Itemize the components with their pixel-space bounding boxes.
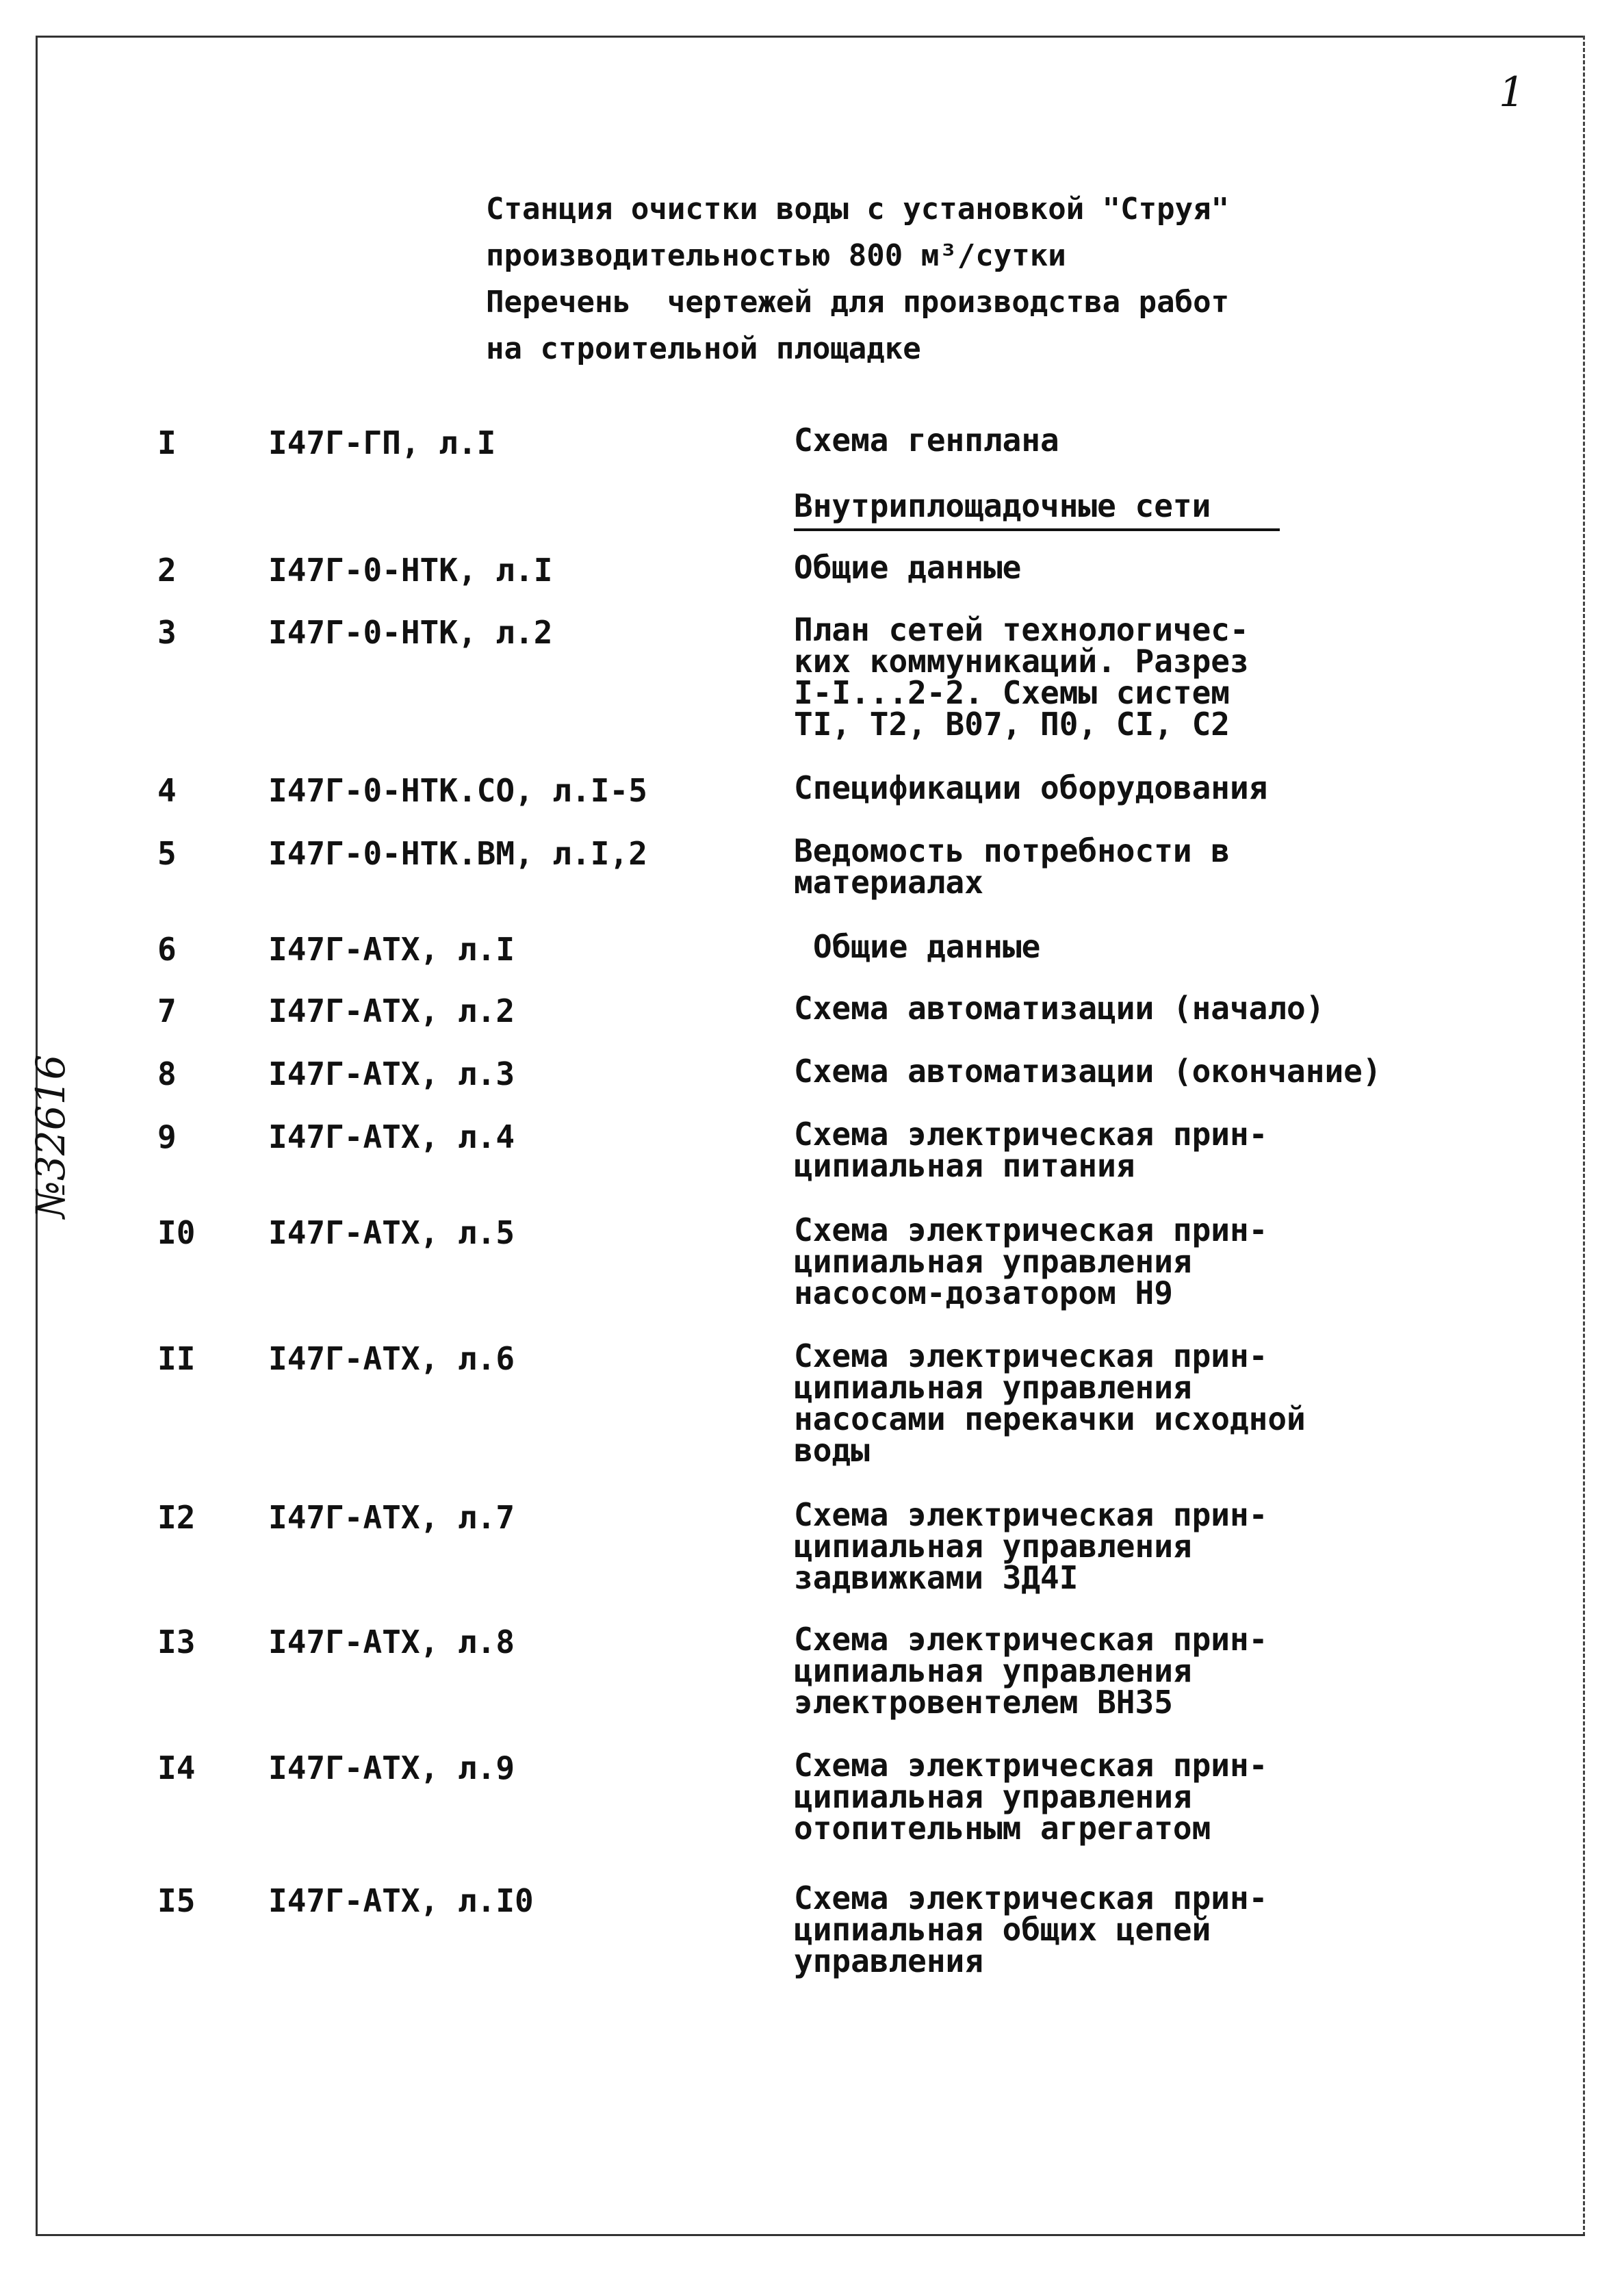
drawing-description: Схема электрическая прин- ципиальная управления насосом-дозатором Н9 xyxy=(794,1211,1268,1311)
row-number: I xyxy=(157,424,177,461)
row-number: 7 xyxy=(157,992,177,1029)
drawing-code: I47Г-АТХ, л.8 xyxy=(268,1624,515,1660)
title-line-3: Перечень чертежей для производства работ xyxy=(486,285,1230,320)
drawing-description: План сетей технологичес- ких коммуникаций. Разрез I-I...2-2. Схемы систем TI, T2, В07, П0, CI, C2 xyxy=(794,611,1249,743)
drawing-code: I47Г-АТХ, л.5 xyxy=(268,1214,515,1251)
drawing-description: Схема электрическая прин- ципиальная управления насосами перекачки исходной воды xyxy=(794,1337,1306,1469)
drawing-code: I47Г-АТХ, л.7 xyxy=(268,1499,515,1536)
page-number: 1 xyxy=(1499,68,1525,116)
archive-number-stamp: №32616 xyxy=(27,1054,74,1218)
row-number: II xyxy=(157,1340,196,1377)
drawing-description: Схема электрическая прин- ципиальная управления электровентелем ВН35 xyxy=(794,1621,1268,1721)
drawing-code: I47Г-АТХ, л.I xyxy=(268,931,515,968)
row-number: I3 xyxy=(157,1624,196,1660)
drawing-description: Общие данные xyxy=(813,928,1041,965)
title-line-1: Станция очистки воды с установкой "Струя" xyxy=(486,192,1230,227)
title-line-4: на строительной площадке xyxy=(486,331,921,366)
row-number: I0 xyxy=(157,1214,196,1251)
drawing-description: Спецификации оборудования xyxy=(794,769,1268,806)
drawing-description: Схема электрическая прин- ципиальная управления отопительным агрегатом xyxy=(794,1747,1268,1847)
frame-bottom-line xyxy=(36,2234,1585,2236)
drawing-code: I47Г-0-НТК.ВМ, л.I,2 xyxy=(268,835,647,872)
drawing-code: I47Г-АТХ, л.9 xyxy=(268,1749,515,1786)
row-number: 2 xyxy=(157,552,177,589)
drawing-code: I47Г-АТХ, л.3 xyxy=(268,1055,515,1092)
drawing-code: I47Г-0-НТК, л.I xyxy=(268,552,553,589)
row-number: 4 xyxy=(157,772,177,809)
drawing-code: I47Г-АТХ, л.6 xyxy=(268,1340,515,1377)
drawing-description: Схема генплана xyxy=(794,422,1059,459)
drawing-description: Общие данные xyxy=(794,549,1022,586)
frame-top-line xyxy=(36,36,1585,38)
drawing-code: I47Г-ГП, л.I xyxy=(268,424,496,461)
drawing-code: I47Г-0-НТК, л.2 xyxy=(268,614,553,651)
document-title xyxy=(486,186,1376,372)
drawing-description: Ведомость потребности в материалах xyxy=(794,832,1230,901)
row-number: I5 xyxy=(157,1882,196,1919)
section-heading: Внутриплощадочные сети xyxy=(794,487,1280,531)
row-number: I4 xyxy=(157,1749,196,1786)
drawing-description: Схема автоматизации (окончание) xyxy=(794,1053,1382,1090)
drawing-description: Схема электрическая прин- ципиальная питания xyxy=(794,1116,1268,1184)
drawing-code: I47Г-0-НТК.СО, л.I-5 xyxy=(268,772,647,809)
row-number: 8 xyxy=(157,1055,177,1092)
drawing-description: Схема автоматизации (начало) xyxy=(794,990,1325,1027)
row-number: 6 xyxy=(157,931,177,968)
title-line-2: производительностью 800 м³/сутки xyxy=(486,238,1066,273)
frame-right-line xyxy=(1583,36,1585,2236)
drawing-description: Схема электрическая прин- ципиальная общих цепей управления xyxy=(794,1879,1268,1979)
row-number: 3 xyxy=(157,614,177,651)
drawing-code: I47Г-АТХ, л.I0 xyxy=(268,1882,534,1919)
row-number: 5 xyxy=(157,835,177,872)
drawing-description: Схема электрическая прин- ципиальная управления задвижками ЗД4I xyxy=(794,1496,1268,1596)
row-number: 9 xyxy=(157,1118,177,1155)
drawing-code: I47Г-АТХ, л.2 xyxy=(268,992,515,1029)
drawing-code: I47Г-АТХ, л.4 xyxy=(268,1118,515,1155)
row-number: I2 xyxy=(157,1499,196,1536)
